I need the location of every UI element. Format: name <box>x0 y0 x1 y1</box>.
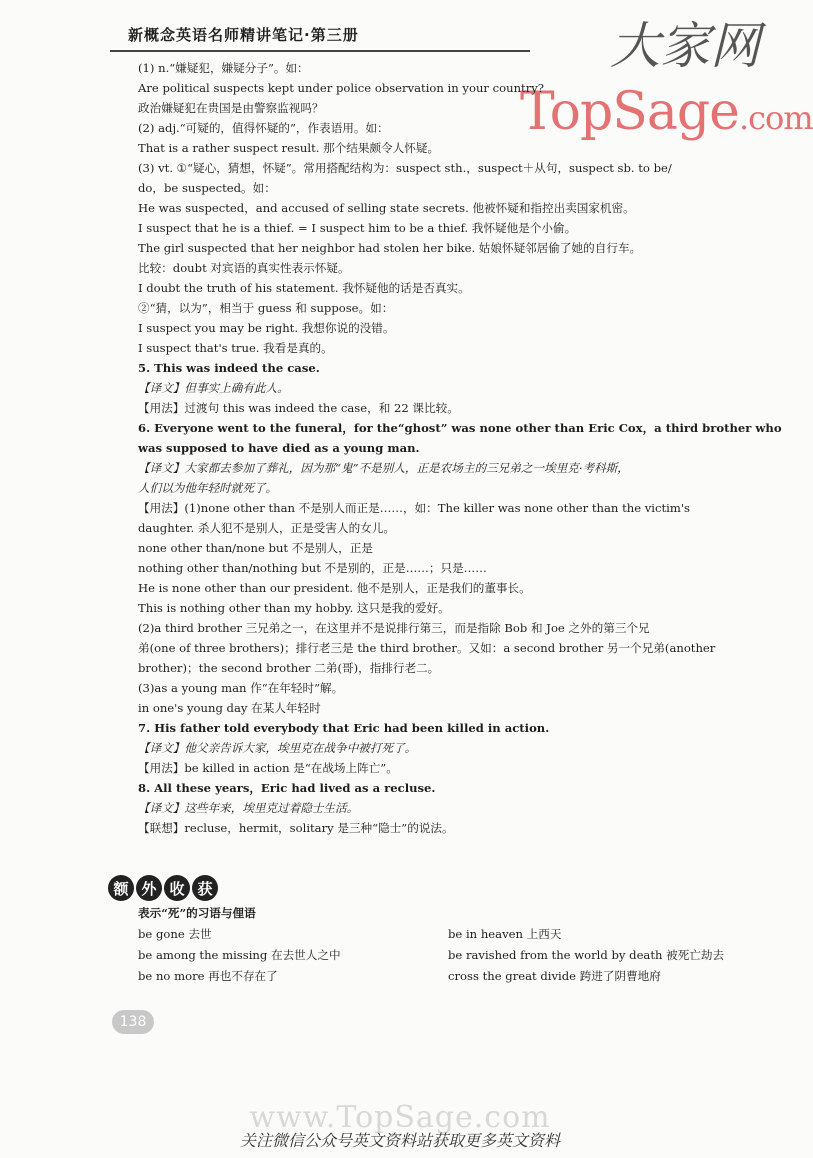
text-line: daughter. 杀人犯不是别人，正是受害人的女儿。 <box>138 521 395 535</box>
header-rule <box>110 50 530 52</box>
text-line: do，be suspected。如： <box>138 181 276 195</box>
text-line: brother)；the second brother 二弟(哥)，指排行老二。 <box>138 661 440 675</box>
text-line: 【译文】但事实上确有此人。 <box>138 381 289 395</box>
text-line: 【用法】过渡句 this was indeed the case，和 22 课比较。 <box>138 401 459 415</box>
text-line: none other than/none but 不是别人，正是 <box>138 541 373 555</box>
text-line: 【译文】他父亲告诉大家，埃里克在战争中被打死了。 <box>138 741 417 755</box>
running-header-title: 新概念英语名师精讲笔记·第三册 <box>128 26 359 44</box>
idiom-section-title: 表示“死”的习语与俚语 <box>138 906 256 920</box>
text-line: This is nothing other than my hobby. 这只是我的爱好。 <box>138 601 450 615</box>
text-line: 【用法】be killed in action 是“在战场上阵亡”。 <box>138 761 398 775</box>
text-line: 5. This was indeed the case. <box>138 361 320 375</box>
text-line: 【用法】(1)none other than 不是别人而正是……，如：The killer was none other than the victim's <box>138 501 690 515</box>
watermark-logo-en <box>520 84 813 146</box>
idiom-left: be among the missing 在去世人之中 <box>138 948 341 962</box>
text-line: 【译文】大家都去参加了葬礼，因为那“鬼”不是别人，正是农场主的三兄弟之一埃里克·考科斯， <box>138 461 629 475</box>
text-line: 比较：doubt 对宾语的真实性表示怀疑。 <box>138 261 350 275</box>
watermark-logo-cn: 大家网 <box>610 17 760 75</box>
watermark-brand-en: TopSage <box>520 82 739 142</box>
text-line: 7. His father told everybody that Eric had been killed in action. <box>138 721 550 735</box>
text-line: 【译文】这些年来，埃里克过着隐士生活。 <box>138 801 359 815</box>
text-line: in one's young day 在某人年轻时 <box>138 701 321 715</box>
extra-section-badge <box>108 875 218 901</box>
text-line: 政治嫌疑犯在贵国是由警察监视吗？ <box>138 101 324 115</box>
text-line: I doubt the truth of his statement. 我怀疑他的话是否真实。 <box>138 281 470 295</box>
text-line: (3)as a young man 作“在年轻时”解。 <box>138 681 344 695</box>
badge-char: 获 <box>192 875 218 901</box>
idiom-left: be gone 去世 <box>138 927 212 941</box>
text-line: I suspect that's true. 我看是真的。 <box>138 341 333 355</box>
text-line: 弟(one of three brothers)；排行老三是 the third brother。又如：a second brother 另一个兄弟(another <box>138 641 716 655</box>
badge-char: 收 <box>164 875 190 901</box>
page-number: 138 <box>112 1010 154 1034</box>
text-line: (3) vt. ①“疑心，猜想，怀疑”。常用搭配结构为：suspect sth.，suspect＋从句，suspect sb. to be/ <box>138 161 672 175</box>
text-line: ②“猜，以为”，相当于 guess 和 suppose。如： <box>138 301 394 315</box>
text-line: 6. Everyone went to the funeral，for the“ghost” was none other than Eric Cox，a third brother who <box>138 421 782 435</box>
badge-char: 额 <box>108 875 134 901</box>
text-line: The girl suspected that her neighbor had stolen her bike. 姑娘怀疑邻居偷了她的自行车。 <box>138 241 642 255</box>
idiom-right: cross the great divide 跨进了阴曹地府 <box>448 969 661 983</box>
idiom-right: be in heaven 上西天 <box>448 927 562 941</box>
text-line: That is a rather suspect result. 那个结果颇令人怀疑。 <box>138 141 440 155</box>
text-line: Are political suspects kept under police observation in your country? <box>138 81 545 95</box>
text-line: He was suspected，and accused of selling state secrets. 他被怀疑和指控出卖国家机密。 <box>138 201 635 215</box>
idiom-left: be no more 再也不存在了 <box>138 969 278 983</box>
text-line: I suspect that he is a thief. = I suspect him to be a thief. 我怀疑他是个小偷。 <box>138 221 577 235</box>
text-line: (2)a third brother 三兄弟之一，在这里并不是说排行第三，而是指除 Bob 和 Joe 之外的第三个兄 <box>138 621 650 635</box>
text-line: nothing other than/nothing but 不是别的，正是……；只是…… <box>138 561 487 575</box>
footer-note: 关注微信公众号英文资料站获取更多英文资料 <box>239 1131 560 1150</box>
text-line: 人们以为他年轻时就死了。 <box>138 481 278 495</box>
watermark-brand-suffix: .com <box>738 99 813 137</box>
text-line: was supposed to have died as a young man. <box>138 441 420 455</box>
text-line: 【联想】recluse，hermit，solitary 是三种“隐士”的说法。 <box>138 821 454 835</box>
footer-watermark-url: www.TopSage.com <box>249 1100 551 1135</box>
text-line: I suspect you may be right. 我想你说的没错。 <box>138 321 395 335</box>
idiom-right: be ravished from the world by death 被死亡劫去 <box>448 948 725 962</box>
text-line: 8. All these years，Eric had lived as a recluse. <box>138 781 436 795</box>
text-line: (1) n.“嫌疑犯，嫌疑分子”。如： <box>138 61 309 75</box>
badge-char: 外 <box>136 875 162 901</box>
text-line: He is none other than our president. 他不是别人，正是我们的董事长。 <box>138 581 531 595</box>
text-line: (2) adj.“可疑的，值得怀疑的”，作表语用。如： <box>138 121 389 135</box>
